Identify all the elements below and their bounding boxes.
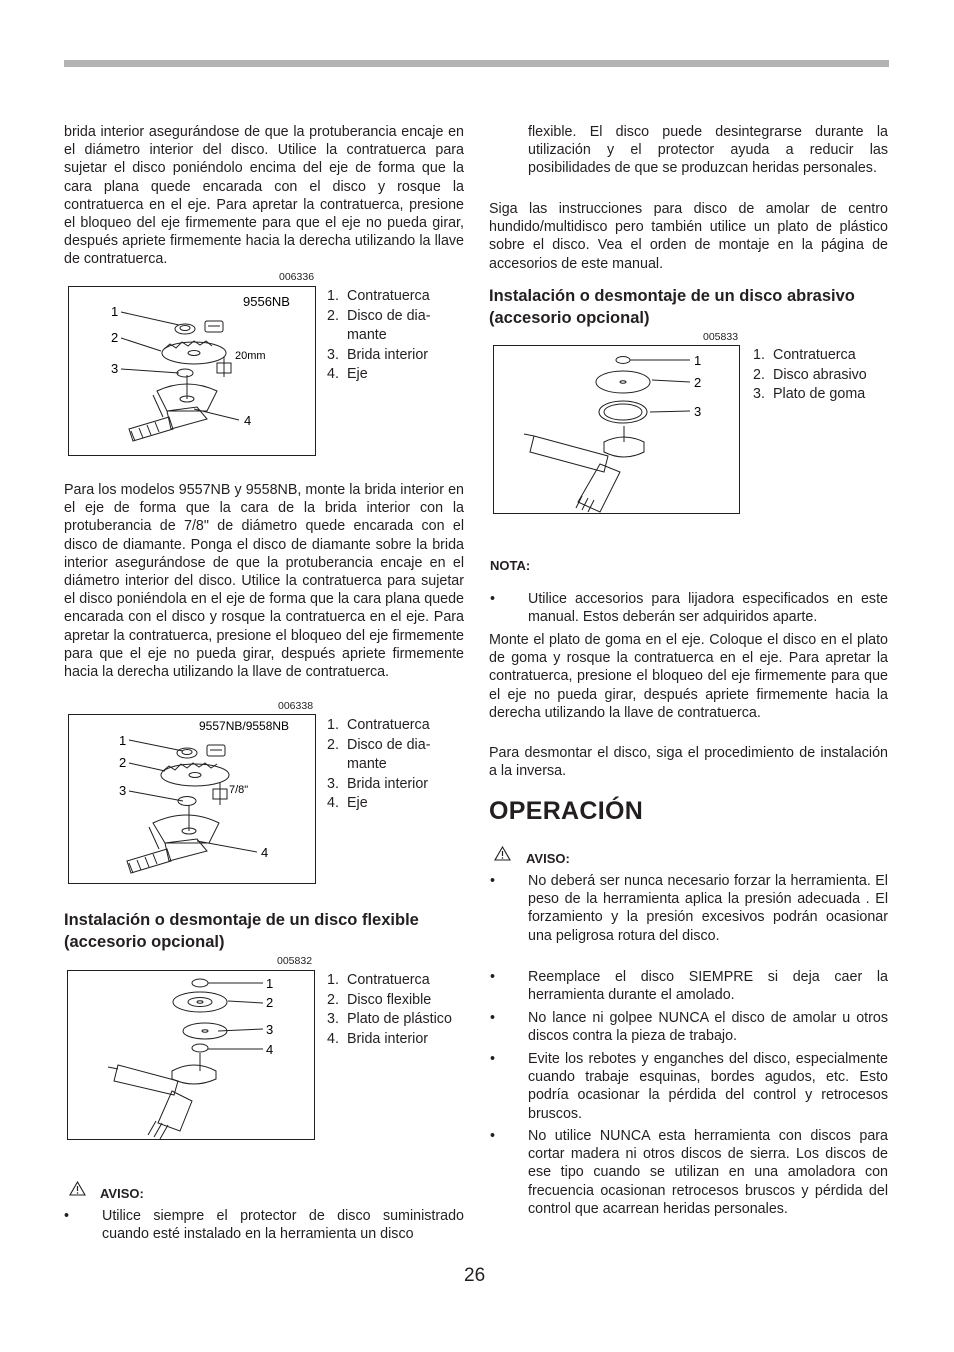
figure-code: 005832 bbox=[277, 955, 313, 967]
grinder-diamond-wheel-illustration bbox=[69, 287, 317, 457]
figure-legend bbox=[327, 971, 477, 1049]
grinder-abrasive-disc-illustration bbox=[494, 346, 741, 515]
grinder-flexible-disc-illustration bbox=[68, 971, 316, 1141]
operation-warning-bullet: • No lance ni golpee NUNCA el disco de amolar u otros discos contra la pieza de trabajo. bbox=[490, 1010, 888, 1045]
svg-text:1: 1 bbox=[694, 353, 702, 368]
svg-text:3: 3 bbox=[119, 783, 127, 798]
aviso-bullet: • Utilice siempre el protector de disco suministrado cuando esté instalado en la herramienta un disco bbox=[64, 1208, 464, 1243]
svg-text:1: 1 bbox=[119, 733, 127, 748]
svg-text:4: 4 bbox=[266, 1042, 274, 1057]
operation-warning-bullet: • Evite los rebotes y enganches del disco, especialmente cuando trabaje esquinas, bordes agudos, etc. Esto podría ocasionar la pérdida del control y retrocesos bruscos. bbox=[490, 1051, 888, 1122]
svg-text:3: 3 bbox=[266, 1022, 274, 1037]
nota-bullet: • Utilice accesorios para lijadora especificados en este manual. Estos deberán ser adquiridos aparte. bbox=[490, 591, 888, 626]
warning-triangle-icon bbox=[69, 1181, 86, 1196]
section-title-operacion: OPERACIÓN bbox=[489, 797, 644, 825]
aviso-label: AVISO: bbox=[526, 851, 570, 866]
figure-code: 005833 bbox=[703, 331, 739, 343]
svg-text:2: 2 bbox=[119, 755, 127, 770]
figure-model-label: 9557NB/9558NB bbox=[199, 719, 290, 733]
legend-item: 3. Brida interior bbox=[327, 775, 429, 792]
operation-warning-bullet: • No utilice NUNCA esta herramienta con discos para cortar madera ni otros discos de sierra. Los discos de ese tipo cuando se utilizan en una amoladora con frecuencia ocasionan retrocesos bruscos y pérdida del control que acarrean heridas personales. bbox=[490, 1128, 888, 1217]
heading-abrasive-disc: Instalación o desmontaje de un disco abrasivo (accesorio opcional) bbox=[489, 287, 855, 327]
figure-code: 006336 bbox=[279, 271, 315, 283]
legend-item: 3. Plato de goma bbox=[753, 386, 866, 402]
legend-item: 2. Disco abrasivo bbox=[753, 366, 867, 383]
operation-warning-bullet: • No deberá ser nunca necesario forzar la herramienta. El peso de la herramienta aplica la presión adecuada . El forzamiento y la presión excesivos podrán ocasionar una peligrosa rotura del disco. bbox=[490, 873, 888, 944]
warning-triangle-icon bbox=[494, 846, 511, 861]
aviso-bullet-continued: flexible. El disco puede desintegrarse durante la utilización y el protector ayuda a reducir las posibilidades de que se produzcan heridas personales. bbox=[528, 124, 888, 177]
heading-flexible-disc: Instalación o desmontaje de un disco flexible (accesorio opcional) bbox=[64, 911, 419, 951]
figure-legend bbox=[327, 287, 452, 385]
legend-item: 1. Contratuerca bbox=[753, 347, 856, 363]
legend-item: 1. Contratuerca bbox=[327, 717, 430, 733]
paragraph-inner-flange: brida interior asegurándose de que la protuberancia encaje en el diámetro interior del disco. Utilice la contratuerca para sujetar el disco poniéndolo encima del eje de forma que la cara plana quede encarada con el disco y rosque la contratuerca en el eje. Para apretar la contratuerca, presione el bloqueo del eje firmemente para que el eje no pueda girar, después apriete firmemente hacia la derecha utilizando la llave de contratuerca. bbox=[64, 124, 464, 268]
svg-text:2: 2 bbox=[111, 330, 119, 345]
figure-9557nb-9558nb bbox=[68, 714, 316, 884]
page-number: 26 bbox=[464, 1265, 486, 1286]
figure-legend bbox=[327, 716, 452, 814]
figure-9556nb bbox=[68, 286, 316, 456]
svg-text:2: 2 bbox=[266, 995, 274, 1010]
figure-flexible-disc bbox=[67, 970, 315, 1140]
figure-code: 006338 bbox=[278, 700, 314, 712]
legend-item: 4. Eje bbox=[327, 366, 368, 382]
svg-text:2: 2 bbox=[694, 375, 702, 390]
legend-item: 2. Disco flexible bbox=[327, 991, 432, 1008]
paragraph-removal: Para desmontar el disco, siga el procedimiento de instalación a la inversa. bbox=[489, 745, 888, 780]
svg-text:3: 3 bbox=[694, 404, 702, 419]
legend-item: 3. Plato de plástico bbox=[327, 1011, 452, 1027]
figure-size-label: 20mm bbox=[235, 350, 266, 362]
legend-item: 1. Contratuerca bbox=[327, 972, 430, 988]
paragraph-rubber-pad: Monte el plato de goma en el eje. Coloque el disco en el plato de goma y rosque la contratuerca en el eje. Para apretar la contratuerca, presione el bloqueo del eje firmemente para que el eje no pueda girar, después apriete firmemente hacia la derecha utilizando la llave de contratuerca. bbox=[489, 632, 888, 721]
svg-text:1: 1 bbox=[111, 304, 119, 319]
top-rule bbox=[64, 60, 889, 67]
legend-item: 1. Contratuerca bbox=[327, 288, 430, 304]
paragraph-models-9557-9558: Para los modelos 9557NB y 9558NB, monte la brida interior en el eje de forma que la cara de la brida interior con la protuberancia de 7/8" de diámetro quede encarada con el disco de diamante. Ponga el disco de diamante sobre la brida interior asegurándose de que la protuberancia encaje en el diámetro interior del disco. Utilice la contratuerca para sujetar el disco poniéndola en el eje de forma que la cara plana quede encarada con el disco y rosque la contratuerca en el eje. Para apretar la contratuerca, presione el bloqueo del eje firmemente para que el eje no pueda girar, después apriete firmemente hacia la derecha utilizando la llave de contratuerca. bbox=[64, 482, 464, 681]
figure-model-label: 9556NB bbox=[243, 294, 290, 309]
legend-item: 2. Disco de diamante bbox=[327, 307, 431, 343]
paragraph-plastic-plate: Siga las instrucciones para disco de amolar de centro hundido/multidisco pero también utilice un plato de plástico sobre el disco. Vea el orden de montaje en la página de accesorios de este manual. bbox=[489, 201, 888, 272]
figure-legend bbox=[753, 346, 893, 405]
svg-text:1: 1 bbox=[266, 976, 274, 991]
operation-warning-bullet: • Reemplace el disco SIEMPRE si deja caer la herramienta durante el amolado. bbox=[490, 969, 888, 1004]
svg-text:3: 3 bbox=[111, 361, 119, 376]
legend-item: 2. Disco de diamante bbox=[327, 736, 431, 772]
legend-item: 4. Eje bbox=[327, 795, 368, 811]
grinder-diamond-wheel-illustration bbox=[69, 715, 317, 885]
nota-label: NOTA: bbox=[490, 558, 531, 573]
legend-item: 4. Brida interior bbox=[327, 1030, 429, 1047]
svg-text:4: 4 bbox=[244, 413, 252, 428]
legend-item: 3. Brida interior bbox=[327, 346, 429, 363]
aviso-label: AVISO: bbox=[100, 1186, 144, 1201]
svg-text:4: 4 bbox=[261, 845, 269, 860]
figure-size-label: 7/8" bbox=[229, 784, 249, 796]
figure-abrasive-disc bbox=[493, 345, 740, 514]
